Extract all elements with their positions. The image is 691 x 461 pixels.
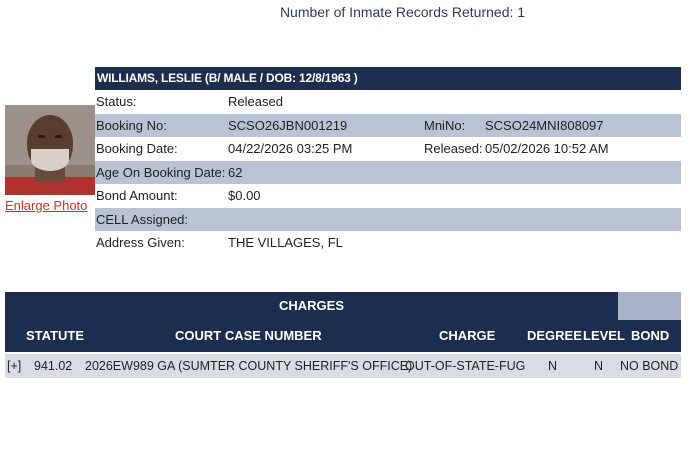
col-degree: DEGREE xyxy=(527,328,582,343)
booking-date-value: 04/22/2026 03:25 PM xyxy=(228,141,353,156)
charges-header-spacer xyxy=(618,292,681,320)
degree-cell: N xyxy=(548,359,558,373)
inmate-info-table xyxy=(95,67,681,255)
status-row xyxy=(95,90,681,114)
booking-no-label: Booking No: xyxy=(96,117,167,133)
photo-panel xyxy=(5,105,95,213)
bond-row xyxy=(95,184,681,208)
statute-cell: 941.02 xyxy=(34,359,73,373)
released-label: Released: xyxy=(424,141,483,156)
inmate-title: WILLIAMS, LESLIE (B/ MALE / DOB: 12/8/1963 ) xyxy=(95,67,681,90)
col-bond: BOND xyxy=(631,328,670,343)
bond-label: Bond Amount: xyxy=(96,188,178,203)
age-label: Age On Booking Date: xyxy=(96,164,226,180)
table-row xyxy=(5,354,681,378)
status-value: Released xyxy=(228,94,283,109)
charge-cell: OUT-OF-STATE-FUG xyxy=(405,359,526,373)
enlarge-photo-link[interactable]: Enlarge Photo xyxy=(5,198,88,213)
mni-label: MniNo: xyxy=(424,117,466,133)
col-level: LEVEL xyxy=(583,328,625,343)
records-returned-text: Number of Inmate Records Returned: 1 xyxy=(279,4,526,20)
charges-title: CHARGES xyxy=(5,292,618,320)
age-row xyxy=(95,161,681,185)
case-number-cell: 2026EW989 GA (SUMTER COUNTY SHERIFF'S OFFICE) xyxy=(85,359,413,373)
level-cell: N xyxy=(594,359,604,373)
mni-value: SCSO24MNI808097 xyxy=(485,117,604,133)
bond-value: $0.00 xyxy=(228,188,261,203)
released-value: 05/02/2026 10:52 AM xyxy=(485,141,609,156)
booking-date-label: Booking Date: xyxy=(96,141,178,156)
col-charge: CHARGE xyxy=(439,328,496,343)
bond-cell: NO BOND xyxy=(620,359,679,373)
col-statute: STATUTE xyxy=(26,328,85,343)
booking-no-value: SCSO26JBN001219 xyxy=(228,117,348,133)
address-row xyxy=(95,231,681,255)
address-label: Address Given: xyxy=(96,235,185,250)
charges-table xyxy=(5,292,681,378)
col-court-case: COURT CASE NUMBER xyxy=(175,328,322,343)
inmate-photo[interactable] xyxy=(5,105,95,195)
expand-row-toggle[interactable]: [+] xyxy=(7,359,22,373)
charges-column-headers xyxy=(5,320,681,352)
status-label: Status: xyxy=(96,94,137,109)
address-value: THE VILLAGES, FL xyxy=(228,235,343,250)
booking-date-row xyxy=(95,137,681,161)
cell-row xyxy=(95,208,681,232)
booking-no-row xyxy=(95,114,681,138)
age-value: 62 xyxy=(228,164,243,180)
cell-label: CELL Assigned: xyxy=(96,211,189,227)
